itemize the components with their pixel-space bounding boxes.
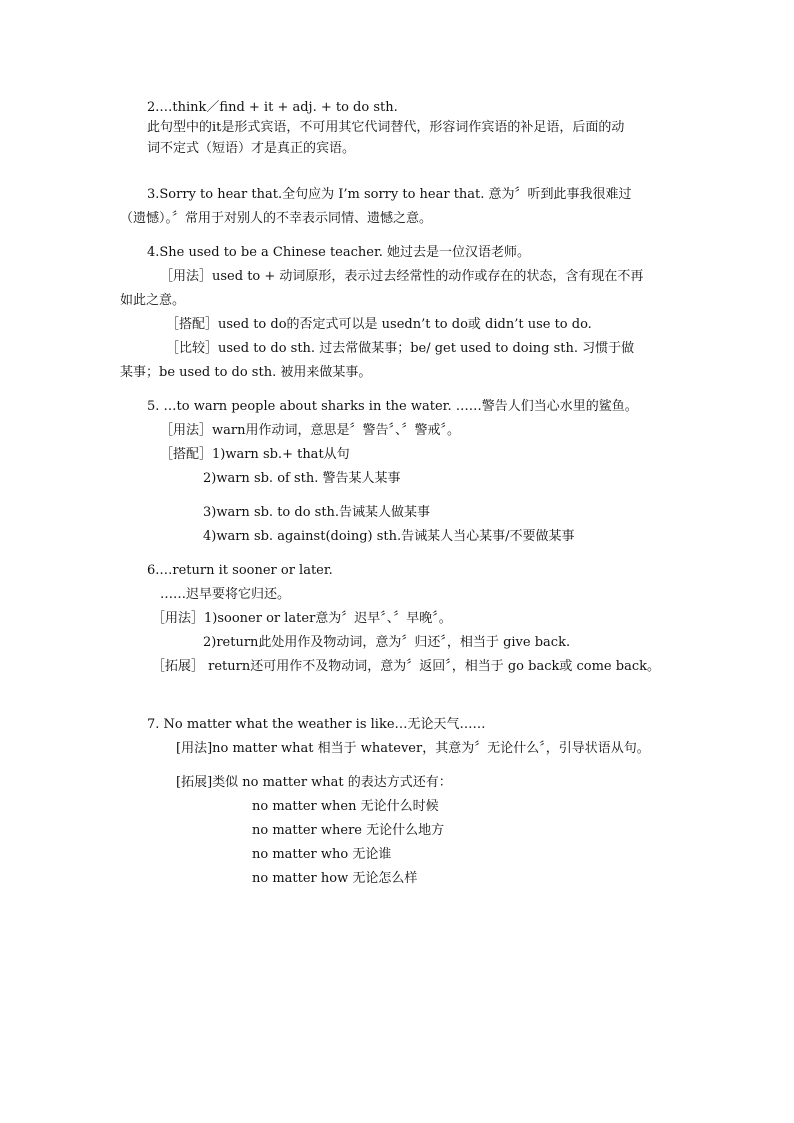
- item-6-line-2: ……迟早要将它归还。: [160, 587, 291, 602]
- item-7-line-7: no matter how 无论怎么样: [252, 871, 418, 886]
- item-5-line-6: 4)warn sb. against(doing) sth.告诫某人当心某事/不要做某事: [203, 529, 575, 544]
- item-5-line-3: ［搭配］1)warn sb.+ that从句: [160, 447, 350, 462]
- item-5-line-5: 3)warn sb. to do sth.告诫某人做某事: [203, 505, 431, 520]
- item-7-line-6: no matter who 无论谁: [252, 847, 392, 862]
- item-5-line-2: ［用法］warn用作动词，意思是〞警告〞、〞警戒〞。: [160, 423, 460, 438]
- item-2-line-2: 此句型中的it是形式宾语，不可用其它代词替代，形容词作宾语的补足语，后面的动: [147, 120, 625, 135]
- item-2-line-1: 2.…think／find + it + adj. + to do sth.: [147, 100, 398, 115]
- item-4-line-5: ［比较］used to do sth. 过去常做某事；be/ get used to doing sth. 习惯于做: [166, 341, 635, 356]
- item-7-line-4: no matter when 无论什么时候: [252, 799, 439, 814]
- item-6-line-3: ［用法］1)sooner or later意为〞迟早〞、〞早晚〞。: [152, 611, 452, 626]
- item-7-line-1: 7. No matter what the weather is like…无论天气……: [147, 717, 486, 732]
- item-3-line-2: （遗憾）。〞常用于对别人的不幸表示同情、遗憾之意。: [120, 211, 433, 226]
- item-3-line-1: 3.Sorry to hear that.全句应为 I’m sorry to hear that. 意为〞听到此事我很难过: [147, 187, 632, 202]
- item-4-line-3: 如此之意。: [120, 293, 186, 308]
- item-7-line-2: [用法]no matter what 相当于 whatever，其意为〞无论什么〞，引导状语从句。: [176, 741, 650, 756]
- item-7-line-3: [拓展]类似 no matter what 的表达方式还有：: [176, 775, 452, 790]
- item-6-line-1: 6.…return it sooner or later.: [147, 563, 333, 578]
- item-5-line-1: 5. …to warn people about sharks in the water. ……警告人们当心水里的鲨鱼。: [147, 399, 638, 414]
- item-2-line-3: 词不定式（短语）才是真正的宾语。: [147, 141, 356, 156]
- item-6-line-4: 2)return此处用作及物动词，意为〞归还〞，相当于 give back.: [203, 635, 571, 650]
- item-4-line-6: 某事；be used to do sth. 被用来做某事。: [120, 365, 372, 380]
- item-5-line-4: 2)warn sb. of sth. 警告某人某事: [203, 471, 401, 486]
- item-4-line-2: ［用法］used to + 动词原形，表示过去经常性的动作或存在的状态，含有现在不再: [160, 269, 644, 284]
- item-6-line-5: ［拓展］ return还可用作不及物动词，意为〞返回〞，相当于 go back或 come back。: [152, 659, 660, 674]
- item-4-line-4: ［搭配］used to do的否定式可以是 usedn’t to do或 didn’t use to do.: [166, 317, 592, 332]
- item-7-line-5: no matter where 无论什么地方: [252, 823, 445, 838]
- item-4-line-1: 4.She used to be a Chinese teacher. 她过去是一位汉语老师。: [147, 245, 531, 260]
